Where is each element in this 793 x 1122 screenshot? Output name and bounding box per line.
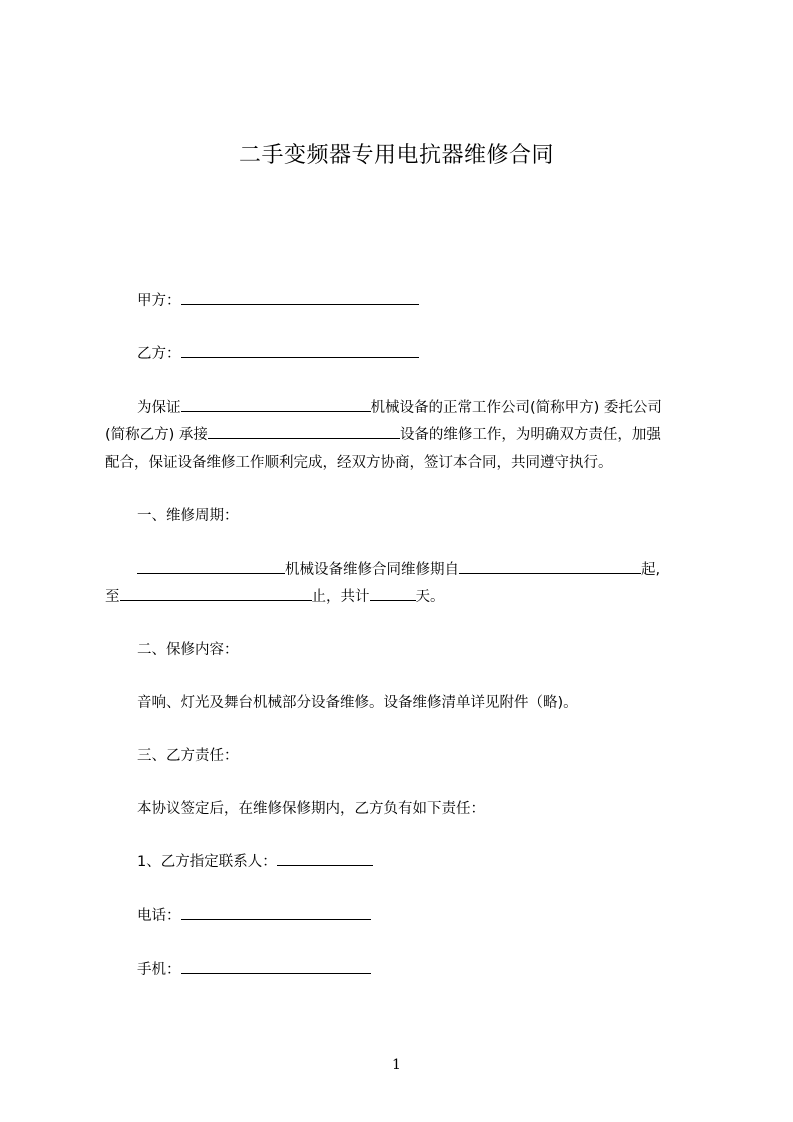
intro-line-3: 配合，保证设备维修工作顺利完成，经双方协商，签订本合同，共同遵守执行。	[105, 455, 613, 471]
section-3-body: 本协议签定后，在维修保修期内，乙方负有如下责任：	[137, 801, 485, 817]
document-title: 二手变频器专用电抗器维修合同	[238, 143, 554, 168]
phone-blank[interactable]	[181, 905, 371, 920]
period-line-2	[105, 586, 705, 608]
period-line-1	[137, 559, 737, 581]
repair-equipment-blank[interactable]	[208, 424, 400, 439]
period-end-blank[interactable]	[120, 586, 312, 601]
contact-label: 1、乙方指定联系人：	[137, 854, 277, 870]
party-b-line	[137, 343, 737, 365]
section-2-body: 音响、灯光及舞台机械部分设备维修。设备维修清单详见附件（略)。	[137, 695, 578, 711]
party-b-blank[interactable]	[181, 343, 419, 358]
section-3-heading: 三、乙方责任：	[137, 748, 239, 764]
party-b-label: 乙方：	[137, 346, 181, 362]
phone-line	[137, 905, 737, 927]
intro-line-1	[137, 397, 737, 419]
section-1-heading: 一、维修周期：	[137, 508, 239, 524]
intro-text-1b: 机械设备的正常工作公司(简称甲方) 委托公司	[370, 400, 662, 416]
phone-label: 电话：	[137, 908, 181, 924]
mobile-label: 手机：	[137, 962, 181, 978]
period-text-1b: 起,	[641, 562, 661, 578]
intro-line-2	[105, 424, 705, 446]
intro-text-2a: (简称乙方) 承接	[105, 427, 208, 443]
period-text-2c: 天。	[415, 589, 445, 605]
contact-line	[137, 851, 737, 873]
period-equipment-blank[interactable]	[137, 559, 285, 574]
period-days-blank[interactable]	[370, 586, 416, 601]
period-text-1a: 机械设备维修合同维修期自	[285, 562, 459, 578]
equipment-name-blank[interactable]	[181, 397, 371, 412]
page-number: 1	[392, 1057, 401, 1073]
mobile-blank[interactable]	[181, 959, 371, 974]
period-text-2a: 至	[105, 589, 120, 605]
section-2-heading: 二、保修内容：	[137, 642, 239, 658]
intro-text-2b: 设备的维修工作，为明确双方责任，加强	[399, 427, 661, 443]
party-a-blank[interactable]	[181, 290, 419, 305]
intro-text-1a: 为保证	[137, 400, 181, 416]
period-text-2b: 止，共计	[311, 589, 370, 605]
period-start-blank[interactable]	[459, 559, 641, 574]
mobile-line	[137, 959, 737, 981]
party-a-line	[137, 290, 737, 312]
party-a-label: 甲方：	[137, 293, 181, 309]
contact-blank[interactable]	[277, 851, 373, 866]
